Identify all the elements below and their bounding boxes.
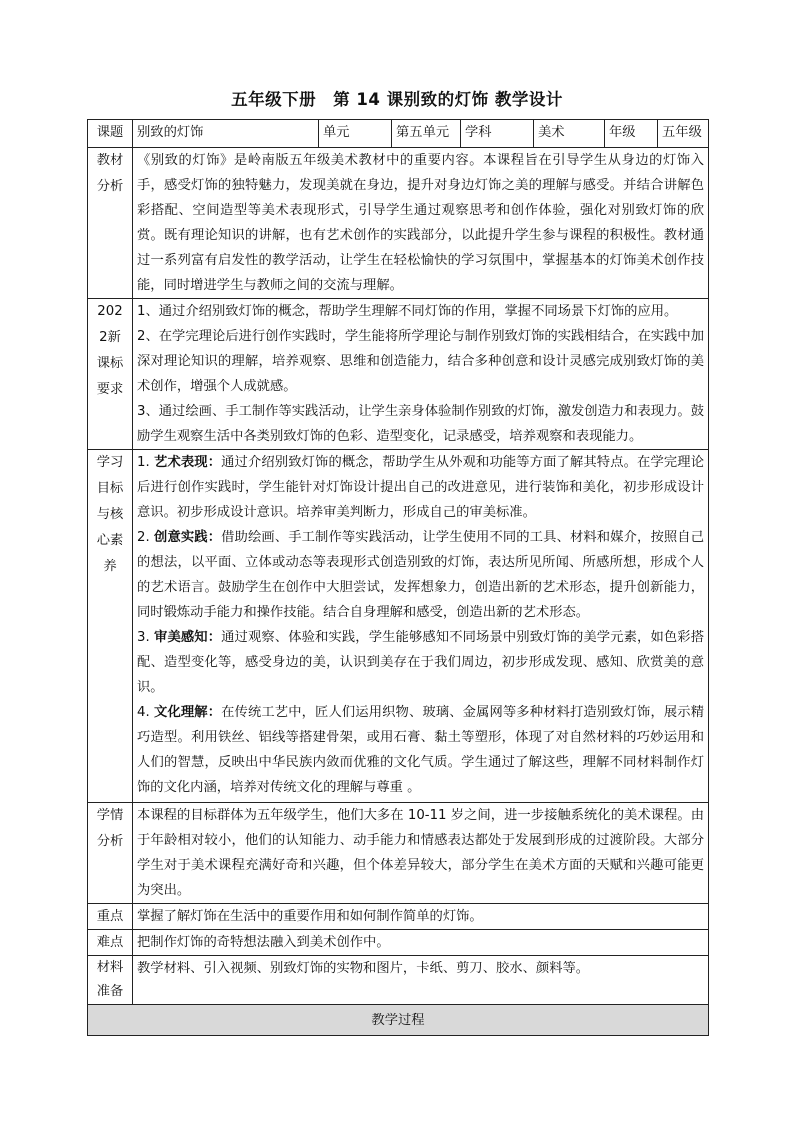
analysis-row xyxy=(88,148,709,299)
document-title: 五年级下册 第 14 课别致的灯饰 教学设计 xyxy=(231,90,563,109)
analysis-label: 教材分析 xyxy=(88,148,133,299)
subject-value: 美术 xyxy=(534,120,605,148)
process-header: 教学过程 xyxy=(88,1005,709,1036)
standards-label: 2022新课标要求 xyxy=(88,299,133,450)
learners-text: 本课程的目标群体为五年级学生，他们大多在 10-11 岁之间，进一步接触系统化的美术课程。由于年龄相对较小，他们的认知能力、动手能力和情感表达都处于发展到形成的过渡阶段。大部分学生对于美术课程充满好奇和兴趣，但个体差异较大，部分学生在美术方面的天赋和兴趣可能更为突出。 xyxy=(133,803,709,904)
lesson-label: 课题 xyxy=(88,120,133,148)
header-row xyxy=(88,120,709,148)
difficulty-label: 难点 xyxy=(88,930,133,956)
standards-item: 1、通过介绍别致灯饰的概念，帮助学生理解不同灯饰的作用，掌握不同场景下灯饰的应用。 xyxy=(137,304,678,319)
difficulty-text: 把制作灯饰的奇特想法融入到美术创作中。 xyxy=(133,930,709,956)
lesson-value: 别致的灯饰 xyxy=(133,120,319,148)
objective-heading: 艺术表现 xyxy=(154,455,208,470)
learners-row xyxy=(88,803,709,904)
grade-value: 五年级 xyxy=(658,120,709,148)
materials-label: 材料准备 xyxy=(88,956,133,1005)
unit-value: 第五单元 xyxy=(392,120,461,148)
objective-item: 3. 审美感知：通过观察、体验和实践，学生能够感知不同场景中别致灯饰的美学元素，如色彩搭配、造型变化等，感受身边的美，认识到美存在于我们周边，初步形成发现、感知、欣赏美的意识。 xyxy=(137,630,705,695)
key-point-text: 掌握了解灯饰在生活中的重要作用和如何制作简单的灯饰。 xyxy=(133,904,709,930)
objectives-label: 学习目标与核心素养 xyxy=(88,450,133,803)
standards-item: 3、通过绘画、手工制作等实践活动，让学生亲身体验制作别致的灯饰，激发创造力和表现力。鼓励学生观察生活中各类别致灯饰的色彩、造型变化，记录感受，培养观察和表现能力。 xyxy=(137,404,704,444)
process-row xyxy=(88,1005,709,1036)
materials-text: 教学材料、引入视频、别致灯饰的实物和图片，卡纸、剪刀、胶水、颜料等。 xyxy=(133,956,709,1005)
difficulty-row xyxy=(88,930,709,956)
standards-cell xyxy=(133,299,709,450)
objective-item: 4. 文化理解：在传统工艺中，匠人们运用织物、玻璃、金属网等多种材料打造别致灯饰，展示精巧造型。利用铁丝、铝线等搭建骨架，或用石膏、黏土等塑形，体现了对自然材料的巧妙运用和人们的智慧，反映出中华民族内敛而优雅的文化气质。学生通过了解这些，理解不同材料制作灯饰的文化内涵，培养对传统文化的理解与尊重 。 xyxy=(137,705,705,795)
key-point-row xyxy=(88,904,709,930)
objectives-cell xyxy=(133,450,709,803)
lesson-plan-table xyxy=(87,119,709,1036)
objective-item: 1. 艺术表现：通过介绍别致灯饰的概念，帮助学生从外观和功能等方面了解其特点。在学完理论后进行创作实践时，学生能针对灯饰设计提出自己的改进意见，进行装饰和美化，初步形成设计意识。初步形成设计意识。培养审美判断力，形成自己的审美标准。 xyxy=(137,455,705,520)
objective-heading: 文化理解 xyxy=(154,705,208,720)
materials-row xyxy=(88,956,709,1005)
grade-label: 年级 xyxy=(605,120,658,148)
objective-heading: 审美感知 xyxy=(154,630,208,645)
learners-label: 学情分析 xyxy=(88,803,133,904)
key-point-label: 重点 xyxy=(88,904,133,930)
objective-item: 2. 创意实践：借助绘画、手工制作等实践活动，让学生使用不同的工具、材料和媒介，按照自己的想法，以平面、立体或动态等表现形式创造别致的灯饰，表达所见所闻、所感所想，形成个人的艺术语言。鼓励学生在创作中大胆尝试，发挥想象力，创造出新的艺术形态，提升创新能力，同时锻炼动手能力和操作技能。结合自身理解和感受，创造出新的艺术形态。 xyxy=(137,530,705,620)
objectives-row xyxy=(88,450,709,803)
analysis-text: 《别致的灯饰》是岭南版五年级美术教材中的重要内容。本课程旨在引导学生从身边的灯饰入手，感受灯饰的独特魅力，发现美就在身边，提升对身边灯饰之美的理解与感受。并结合讲解色彩搭配、空间造型等美术表现形式，引导学生通过观察思考和创作体验，强化对别致灯饰的欣赏。既有理论知识的讲解，也有艺术创作的实践部分，以此提升学生参与课程的积极性。教材通过一系列富有启发性的教学活动，让学生在轻松愉快的学习氛围中，掌握基本的灯饰美术创作技能，同时增进学生与教师之间的交流与理解。 xyxy=(133,148,709,299)
objective-heading: 创意实践 xyxy=(154,530,208,545)
standards-item: 2、在学完理论后进行创作实践时，学生能将所学理论与制作别致灯饰的实践相结合，在实践中加深对理论知识的理解，培养观察、思维和创造能力，结合多种创意和设计灵感完成别致灯饰的美术创作，增强个人成就感。 xyxy=(137,329,704,394)
standards-row xyxy=(88,299,709,450)
subject-label: 学科 xyxy=(461,120,534,148)
unit-label: 单元 xyxy=(319,120,392,148)
